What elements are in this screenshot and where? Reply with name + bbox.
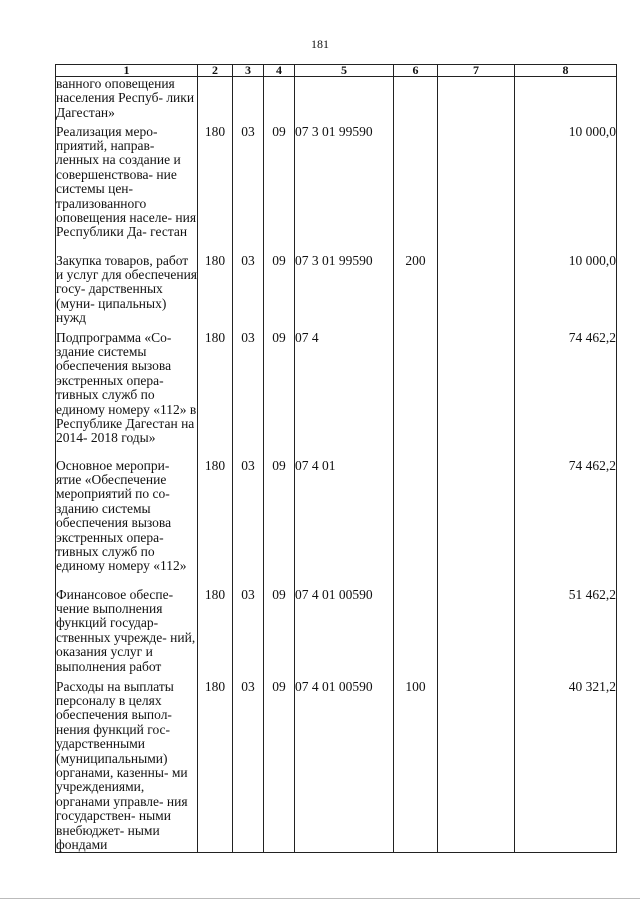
cell-col7 (438, 459, 515, 588)
cell-section: 03 (233, 254, 264, 331)
cell-expense-type (394, 331, 438, 459)
table-row (56, 680, 617, 853)
cell-section: 03 (233, 680, 264, 853)
cell-section: 03 (233, 331, 264, 459)
cell-amount: 40 321,2 (515, 680, 617, 853)
cell-subsection: 09 (264, 459, 295, 588)
cell-subsection: 09 (264, 254, 295, 331)
cell-target-article: 07 4 01 00590 (295, 588, 394, 680)
table-row (56, 331, 617, 459)
cell-code: 180 (198, 125, 233, 254)
cell-target-article: 07 4 (295, 331, 394, 459)
cell-col7 (438, 125, 515, 254)
cell-expense-type (394, 77, 438, 125)
cell-code (198, 77, 233, 125)
budget-table (55, 64, 617, 853)
table-row (56, 254, 617, 331)
cell-subsection: 09 (264, 680, 295, 853)
cell-subsection: 09 (264, 331, 295, 459)
column-header-7: 7 (438, 65, 515, 77)
cell-amount: 10 000,0 (515, 254, 617, 331)
cell-col7 (438, 588, 515, 680)
row-description: Реализация меро- приятий, направ- ленных на создание и совершенствова- ние системы цен- трализованного оповещения населе- ния Республики Да- гестан (56, 125, 198, 254)
cell-code: 180 (198, 331, 233, 459)
row-description: Подпрограмма «Со- здание системы обеспечения вызова экстренных опера- тивных служб по единому номеру «112» в Республике Дагестан на 2014- 2018 годы» (56, 331, 198, 459)
cell-expense-type: 200 (394, 254, 438, 331)
cell-subsection: 09 (264, 125, 295, 254)
cell-amount: 10 000,0 (515, 125, 617, 254)
cell-target-article: 07 3 01 99590 (295, 125, 394, 254)
cell-amount: 74 462,2 (515, 331, 617, 459)
row-description: Расходы на выплаты персоналу в целях обеспечения выпол- нения функций гос- ударственными (муниципальными) органами, казенны- ми учреждениями, органами управле- ния государствен- ными внебюджет- ными фондами (56, 680, 198, 853)
cell-code: 180 (198, 254, 233, 331)
column-header-8: 8 (515, 65, 617, 77)
column-number-header (56, 65, 617, 77)
column-header-2: 2 (198, 65, 233, 77)
row-description: Закупка товаров, работ и услуг для обеспечения госу- дарственных (муни- ципальных) нужд (56, 254, 198, 331)
column-header-5: 5 (295, 65, 394, 77)
cell-expense-type (394, 588, 438, 680)
cell-amount: 74 462,2 (515, 459, 617, 588)
scan-edge-line (0, 898, 640, 899)
table-row (56, 77, 617, 125)
page-number: 181 (311, 37, 329, 51)
row-description: Финансовое обеспе- чение выполнения функций государ- ственных учрежде- ний, оказания услуг и выполнения работ (56, 588, 198, 680)
cell-target-article: 07 3 01 99590 (295, 254, 394, 331)
cell-section (233, 77, 264, 125)
cell-code: 180 (198, 588, 233, 680)
cell-code: 180 (198, 459, 233, 588)
cell-col7 (438, 254, 515, 331)
cell-section: 03 (233, 125, 264, 254)
cell-amount (515, 77, 617, 125)
column-header-1: 1 (56, 65, 198, 77)
column-header-3: 3 (233, 65, 264, 77)
table-row (56, 459, 617, 588)
cell-expense-type: 100 (394, 680, 438, 853)
table-row (56, 125, 617, 254)
cell-expense-type (394, 125, 438, 254)
cell-target-article: 07 4 01 00590 (295, 680, 394, 853)
cell-col7 (438, 331, 515, 459)
cell-code: 180 (198, 680, 233, 853)
cell-expense-type (394, 459, 438, 588)
cell-subsection (264, 77, 295, 125)
column-header-6: 6 (394, 65, 438, 77)
cell-subsection: 09 (264, 588, 295, 680)
row-description: ванного оповещения населения Респуб- лики Дагестан» (56, 77, 198, 125)
cell-amount: 51 462,2 (515, 588, 617, 680)
table-row (56, 588, 617, 680)
cell-col7 (438, 680, 515, 853)
cell-col7 (438, 77, 515, 125)
column-header-4: 4 (264, 65, 295, 77)
cell-section: 03 (233, 588, 264, 680)
cell-target-article (295, 77, 394, 125)
cell-target-article: 07 4 01 (295, 459, 394, 588)
row-description: Основное меропри- ятие «Обеспечение мероприятий по со- зданию системы обеспечения вызова экстренных опера- тивных служб по единому номеру «112» (56, 459, 198, 588)
cell-section: 03 (233, 459, 264, 588)
